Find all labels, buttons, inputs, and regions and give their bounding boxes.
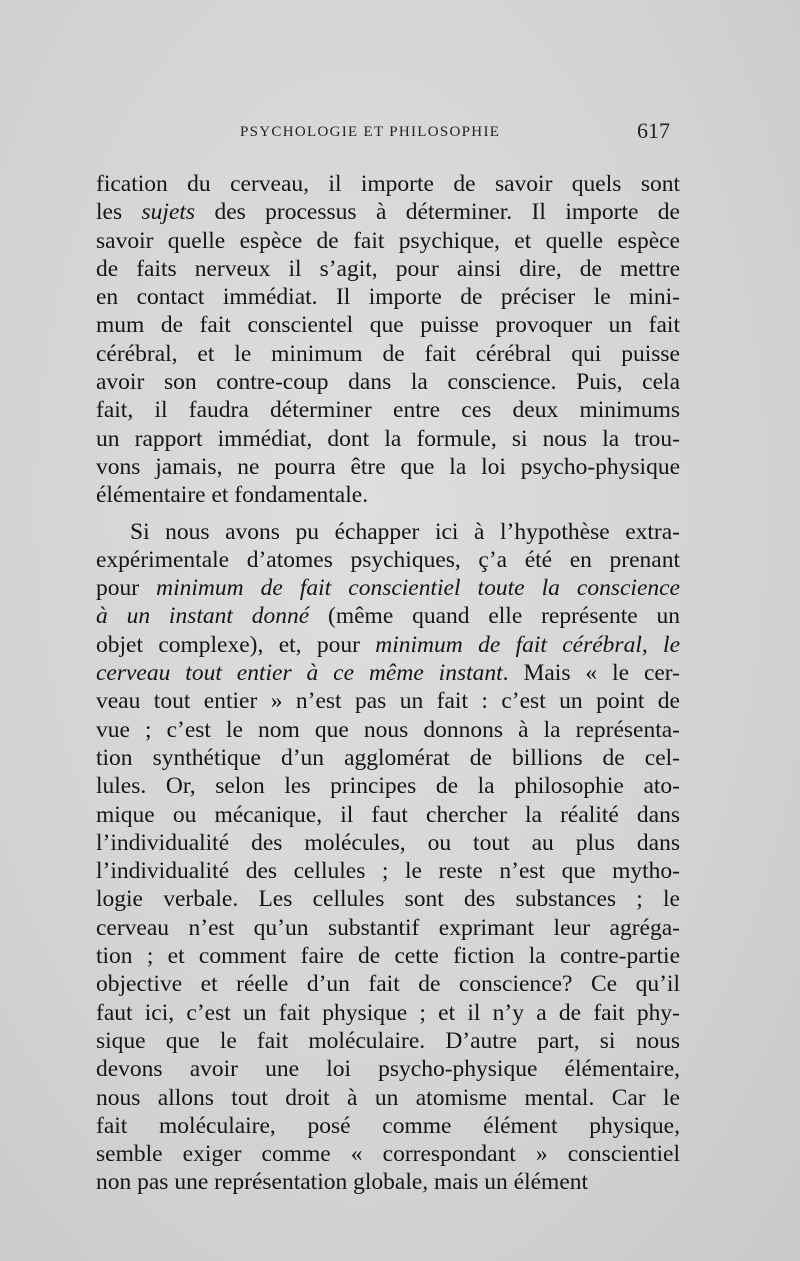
text-run: sique que le fait moléculaire. D’autre part, si nous [96, 1027, 680, 1054]
text-run: nous allons tout droit à un atomisme mental. Car le [96, 1084, 680, 1111]
text-run: devons avoir une loi psycho-physique élémentaire, [96, 1056, 680, 1083]
paragraph-gap [96, 510, 680, 518]
text-run: tion ; et comment faire de cette fiction la contre-partie [96, 943, 680, 970]
text-run: vue ; c’est le nom que nous donnons à la représenta- [96, 716, 680, 743]
text-run: élémentaire et fondamentale. [96, 482, 369, 509]
text-line [96, 801, 680, 829]
text-line [96, 481, 680, 509]
text-run: savoir quelle espèce de fait psychique, et quelle espèce [96, 227, 680, 254]
text-line [96, 857, 680, 885]
text-run: logie verbale. Les cellules sont des substances ; le [96, 886, 680, 913]
text-line [96, 659, 680, 687]
text-line [96, 574, 680, 602]
text-line [96, 602, 680, 630]
text-run: fait moléculaire, posé comme élément physique, [96, 1112, 680, 1139]
body-text [96, 170, 680, 1197]
text-line [96, 716, 680, 744]
text-line [96, 744, 680, 772]
text-line [96, 396, 680, 424]
text-line [96, 283, 680, 311]
text-run: Si nous avons pu échapper ici à l’hypothèse extra- [130, 518, 680, 545]
italic-run: sujets [141, 199, 196, 226]
italic-run: à un instant donné [96, 603, 310, 630]
running-head [90, 118, 670, 150]
text-line [96, 546, 680, 574]
text-line [96, 1168, 680, 1196]
text-line [96, 368, 680, 396]
text-run: faut ici, c’est un fait physique ; et il n’y a de fait phy- [96, 999, 680, 1026]
text-line [96, 425, 680, 453]
text-line [96, 518, 680, 546]
text-line [96, 1112, 680, 1140]
text-line [96, 772, 680, 800]
text-line [96, 340, 680, 368]
text-run: mum de fait conscientel que puisse provoquer un fait [96, 312, 680, 339]
text-line [96, 1140, 680, 1168]
text-line [96, 970, 680, 998]
text-line [96, 1055, 680, 1083]
text-line [96, 170, 680, 198]
text-run: cerveau n’est qu’un substantif exprimant leur agréga- [96, 914, 680, 941]
text-line [96, 227, 680, 255]
text-line [96, 829, 680, 857]
text-run: (même quand elle représente un [309, 603, 680, 630]
text-line [96, 942, 680, 970]
text-run: des processus à déterminer. Il importe de [195, 199, 680, 226]
text-line [96, 1027, 680, 1055]
text-run: . Mais « le cer- [502, 660, 680, 687]
text-run: mique ou mécanique, il faut chercher la réalité dans [96, 801, 680, 828]
text-run: un rapport immédiat, dont la formule, si nous la trou- [96, 425, 680, 452]
text-run: pour [96, 575, 157, 602]
text-line [96, 631, 680, 659]
text-line [96, 198, 680, 226]
text-run: objective et réelle d’un fait de conscience? Ce qu’il [96, 971, 680, 998]
text-run: les [96, 199, 142, 226]
text-run: cérébral, et le minimum de fait cérébral qui puisse [96, 340, 680, 367]
text-line [96, 999, 680, 1027]
text-run: en contact immédiat. Il importe de préciser le mini- [96, 284, 680, 311]
text-run: fication du cerveau, il importe de savoir quels sont [96, 171, 680, 197]
text-line [96, 311, 680, 339]
text-run: lules. Or, selon les principes de la philosophie ato- [96, 773, 680, 800]
text-run: objet complexe), et, pour [96, 631, 376, 658]
text-line [96, 687, 680, 715]
italic-run: minimum de fait conscientiel toute la conscience [156, 575, 680, 602]
text-run: veau tout entier » n’est pas un fait : c’est un point de [96, 688, 680, 715]
text-line [96, 255, 680, 283]
text-run: semble exiger comme « correspondant » conscientiel [96, 1141, 680, 1168]
running-title: PSYCHOLOGIE ET PHILOSOPHIE [240, 124, 501, 140]
text-run: avoir son contre-coup dans la conscience. Puis, cela [96, 369, 680, 396]
italic-run: cerveau tout entier à ce même instant [96, 660, 503, 687]
text-run: vons jamais, ne pourra être que la loi psycho-physique [96, 453, 680, 480]
text-run: fait, il faudra déterminer entre ces deux minimums [96, 397, 680, 424]
text-run: l’individualité des cellules ; le reste n’est que mytho- [96, 858, 680, 885]
text-line [96, 1084, 680, 1112]
text-run: tion synthétique d’un agglomérat de billions de cel- [96, 744, 680, 771]
text-line [96, 453, 680, 481]
text-line [96, 914, 680, 942]
text-line [96, 885, 680, 913]
page-number: 617 [637, 118, 670, 143]
italic-run: minimum de fait cérébral, le [375, 631, 681, 658]
text-run: de faits nerveux il s’agit, pour ainsi dire, de mettre [96, 255, 680, 282]
text-run: non pas une représentation globale, mais un élément [96, 1169, 589, 1196]
text-run: expérimentale d’atomes psychiques, ç’a été en prenant [96, 546, 680, 573]
text-run: l’individualité des molécules, ou tout au plus dans [96, 829, 680, 856]
